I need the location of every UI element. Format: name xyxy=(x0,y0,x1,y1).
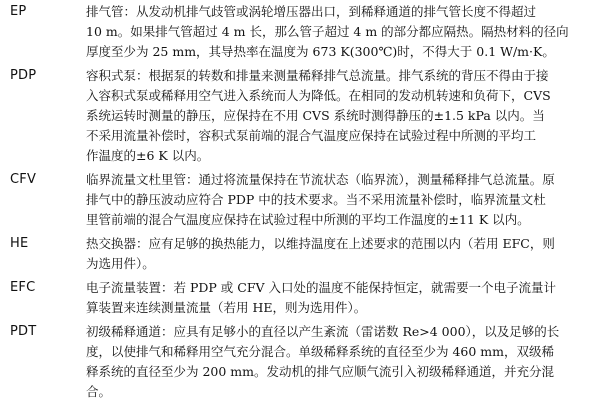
definition-line: 电子流量装置：若 PDP 或 CFV 入口处的温度不能保持恒定，就需要一个电子流量计 xyxy=(86,280,557,295)
term-label: PDP xyxy=(10,68,37,83)
definition-line: 排气中的静压波动应符合 PDP 中的技术要求。当不采用流量补偿时，临界流量文杜 xyxy=(86,192,546,207)
definition-line: 不采用流量补偿时，容积式泵前端的混合气温度应保持在试验过程中所测的平均工 xyxy=(86,128,537,143)
definition-line: 释系统的直径至少为 200 mm。发动机的排气应顺气流引入初级稀释通道，并充分混 xyxy=(86,364,555,379)
definition-line: 厚度至少为 25 mm，其导热率在温度为 673 K(300℃)时，不得大于 0.1 W/m·K。 xyxy=(86,44,555,59)
definition-line: 里管前端的混合气温度应保持在试验过程中所测的平均工作温度的±11 K 以内。 xyxy=(86,212,530,227)
term-label: PDT xyxy=(10,324,37,339)
definition-text xyxy=(86,322,600,402)
term-label: CFV xyxy=(10,172,37,187)
definition-text xyxy=(86,2,600,62)
term-label: EP xyxy=(10,4,27,19)
definition-line: 排气管：从发动机排气歧管或涡轮增压器出口，到稀释通道的排气管长度不得超过 xyxy=(86,4,537,19)
definition-line: 作温度的±6 K 以内。 xyxy=(86,148,210,163)
definition-text xyxy=(86,278,600,318)
definition-text xyxy=(86,170,600,230)
definition-line: 容积式泵：根据泵的转数和排量来测量稀释排气总流量。排气系统的背压不得由于接 xyxy=(86,68,549,83)
definition-line: 入容积式泵或稀释用空气进入系统而人为降低。在相同的发动机转速和负荷下，CVS xyxy=(86,88,551,103)
definition-line: 为选用件）。 xyxy=(86,256,155,271)
definition-line: 度，以使排气和稀释用空气充分混合。单级稀释系统的直径至少为 460 mm，双级稀 xyxy=(86,344,555,359)
definition-line: 初级稀释通道：应具有足够小的直径以产生紊流（雷诺数 Re>4 000），以及足够的长 xyxy=(86,324,560,339)
definition-text xyxy=(86,234,600,274)
definition-line: 10 m。如果排气管超过 4 m 长，那么管子超过 4 m 的部分都应隔热。隔热材料的径向 xyxy=(86,24,569,39)
definition-line: 合。 xyxy=(86,384,112,399)
term-label: HE xyxy=(10,236,29,251)
definition-text xyxy=(86,66,600,166)
definition-line: 临界流量文杜里管：通过将流量保持在节流状态（临界流），测量稀释排气总流量。原 xyxy=(86,172,555,187)
definition-line: 系统运转时测量的静压，应保持在不用 CVS 系统时测得静压的±1.5 kPa 以内。当 xyxy=(86,108,545,123)
term-label: EFC xyxy=(10,280,36,295)
definition-line: 热交换器：应有足够的换热能力，以维持温度在上述要求的范围以内（若用 EFC，则 xyxy=(86,236,555,251)
definition-line: 算装置来连续测量流量（若用 HE，则为选用件）。 xyxy=(86,300,367,315)
